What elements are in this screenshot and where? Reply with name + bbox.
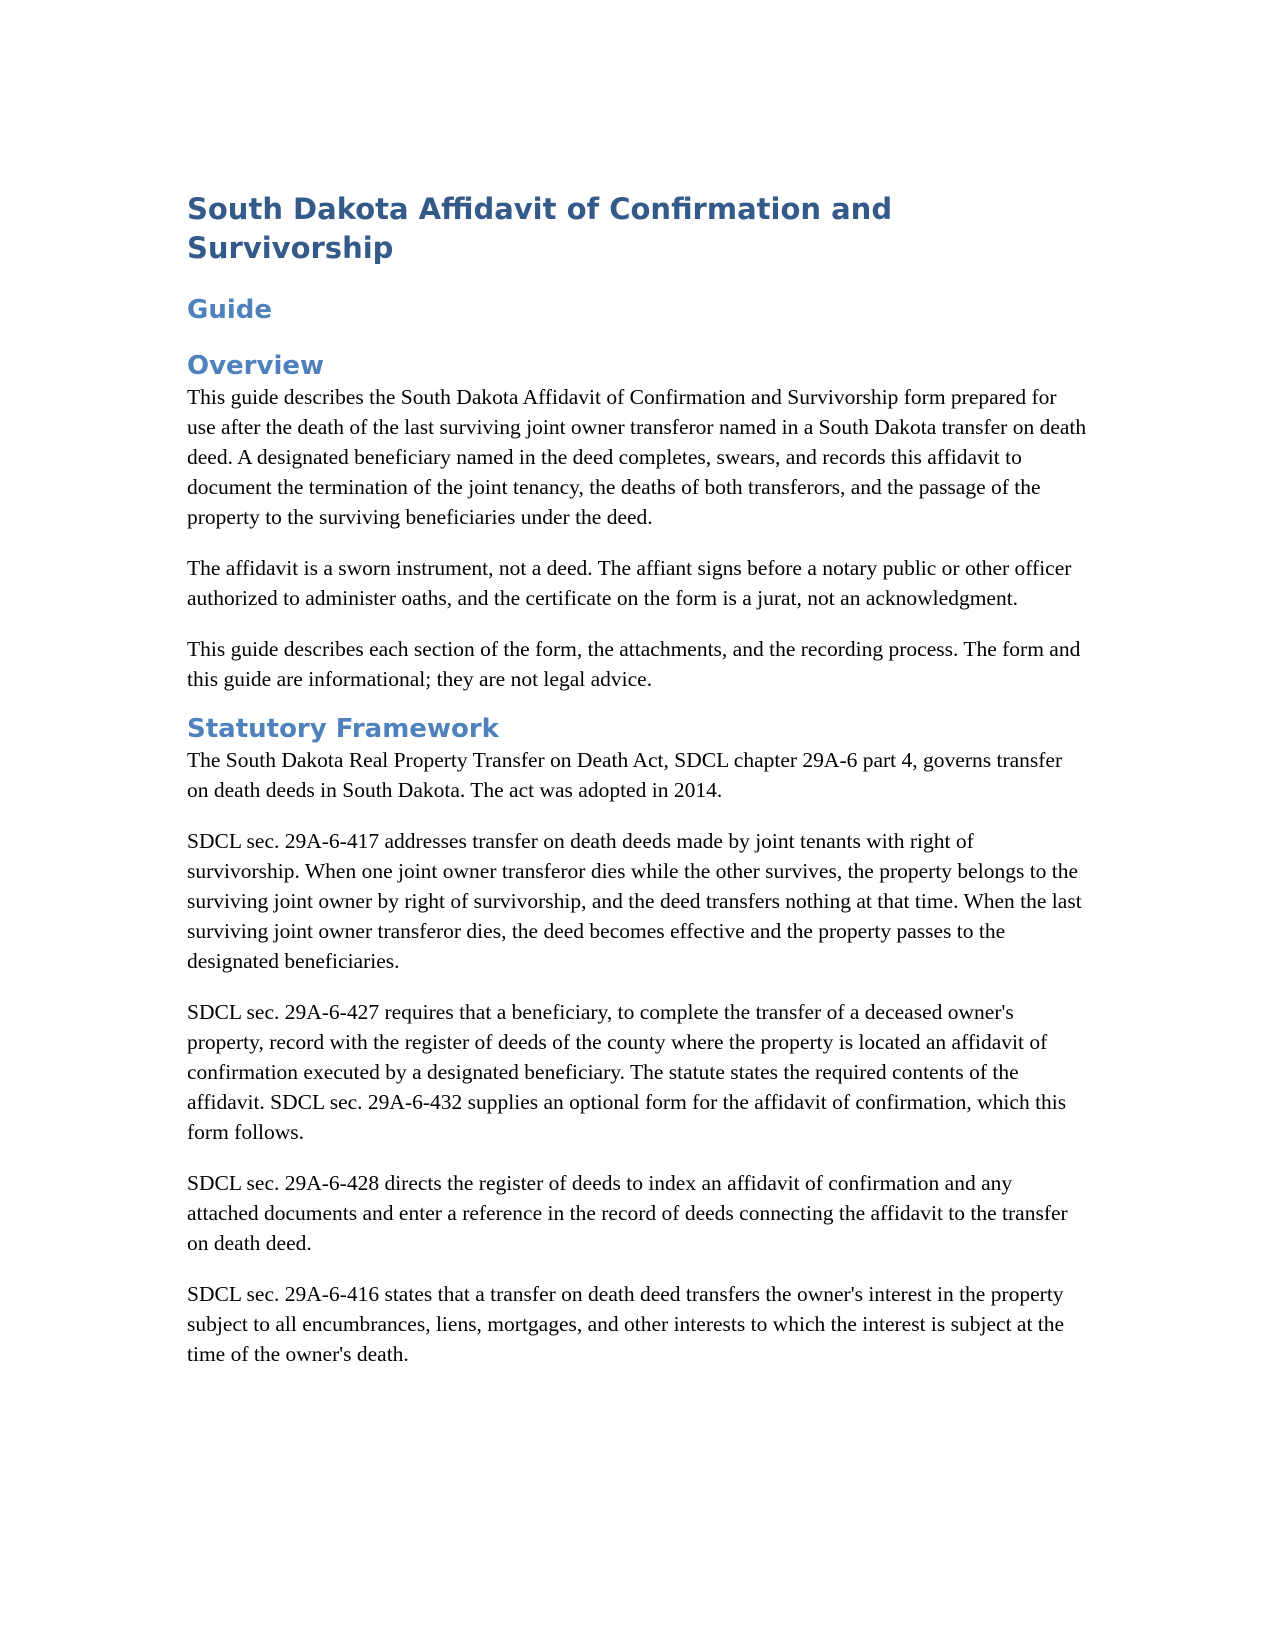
statutory-paragraph: SDCL sec. 29A-6-417 addresses transfer on death deeds made by joint tenants with right of survivorship. When one joint owner transferor dies while the other survives, the property belongs to the surviving joint owner by right of survivorship, and the deed transfers nothing at that time. When the last surviving joint owner transferor dies, the deed becomes effective and the property passes to the designated beneficiaries. [187, 829, 1082, 973]
statutory-paragraph: SDCL sec. 29A-6-416 states that a transfer on death deed transfers the owner's interest in the property subject to all encumbrances, liens, mortgages, and other interests to which the interest is subject at the time of the owner's death. [187, 1282, 1065, 1366]
statutory-paragraph: The South Dakota Real Property Transfer on Death Act, SDCL chapter 29A-6 part 4, governs transfer on death deeds in South Dakota. The act was adopted in 2014. [187, 748, 1063, 802]
document-page [187, 190, 1087, 1390]
overview-paragraph: This guide describes each section of the form, the attachments, and the recording process. The form and this guide are informational; they are not legal advice. [187, 637, 1081, 691]
document-subtitle: Guide [187, 295, 273, 325]
document-title: South Dakota Affidavit of Confirmation and Survivorship [187, 192, 893, 265]
section-heading-overview: Overview [187, 351, 325, 381]
statutory-paragraph: SDCL sec. 29A-6-427 requires that a beneficiary, to complete the transfer of a deceased owner's property, record with the register of deeds of the county where the property is located an affidavit of confirmation executed by a designated beneficiary. The statute states the required contents of the affidavit. SDCL sec. 29A-6-432 supplies an optional form for the affidavit of confirmation, which this form follows. [187, 1000, 1067, 1144]
section-heading-statutory-framework: Statutory Framework [187, 714, 499, 744]
statutory-paragraph: SDCL sec. 29A-6-428 directs the register of deeds to index an affidavit of confirmation and any attached documents and enter a reference in the record of deeds connecting the affidavit to the transfer on death deed. [187, 1171, 1068, 1255]
overview-paragraph: This guide describes the South Dakota Affidavit of Confirmation and Survivorship form prepared for use after the death of the last surviving joint owner transferor named in a South Dakota transfer on death deed. A designated beneficiary named in the deed completes, swears, and records this affidavit to document the termination of the joint tenancy, the deaths of both transferors, and the passage of the property to the surviving beneficiaries under the deed. [187, 385, 1087, 529]
overview-paragraph: The affidavit is a sworn instrument, not a deed. The affiant signs before a notary public or other officer authorized to administer oaths, and the certificate on the form is a jurat, not an acknowledgment. [187, 556, 1072, 610]
